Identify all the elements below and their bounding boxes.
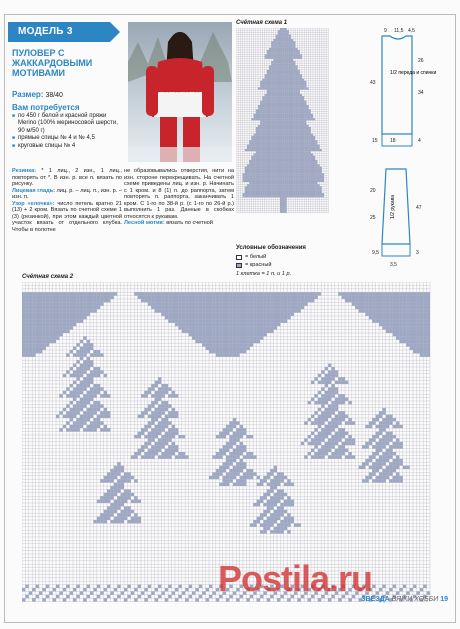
dim-label: 26 (418, 58, 424, 64)
materials-list (12, 113, 120, 150)
instr-para (12, 188, 122, 201)
instructions-col-2 (124, 168, 234, 227)
dim-label: 47 (416, 205, 422, 211)
legend-red (236, 262, 272, 268)
legend-white-label: = белый (245, 254, 267, 260)
instr-term: Узор «елочка»: (12, 200, 55, 207)
dim-label: 11,5 (394, 28, 404, 34)
instr-term: Резинка: (12, 168, 37, 174)
instr-term: Лицевая гладь: (12, 187, 55, 194)
dim-label: 34 (418, 90, 424, 96)
material-item: ■ прямые спицы № 4 и № 4,5 (12, 135, 120, 142)
instructions-col-1 (12, 168, 122, 233)
instr-term: Лесной мотив: (124, 220, 165, 226)
knitting-chart-1 (236, 28, 332, 218)
instr-para (12, 168, 122, 188)
instr-text: * 1 лиц., 2 изн., 1 лиц., повторять от *. В изн. р. все п. вязать по рисунку. (12, 168, 122, 187)
model-photo (128, 22, 232, 162)
chart2-label: Счётная схема 2 (22, 274, 74, 280)
footer-sub: ВЯЖИ ХОББИ (391, 596, 439, 603)
page-number: 19 (440, 596, 448, 603)
material-item: ■ круговые спицы № 4 (12, 143, 120, 150)
material-item: ■ по 450 г белой и красной пряжи Merino (100% мериносовой шерсти, 90 м/50 г) (12, 113, 120, 135)
instr-text: не образовывались отверстия, нити на изн. стороне перекрещивать. На счетной схеме приведены лиц. и изн. р. Начинать с 1 кром. и 8 (1) п. до раппорта, затем повторять п. раппорта, заканчивать 1 кром. С 1-го по 38-й р. (с 1-го по 26-й р.) выполнить 1 раз. Данные в скобках относятся к рукавам. (124, 168, 234, 220)
materials-heading: Вам потребуется (12, 103, 80, 112)
dim-label: 9 (384, 28, 387, 34)
size-line (12, 90, 63, 99)
size-value: 38/40 (45, 92, 63, 99)
model-badge: МОДЕЛЬ 3 (8, 22, 110, 42)
legend-heading: Условные обозначения (236, 245, 306, 251)
dim-label: 43 (370, 80, 376, 86)
footer-brand: ЗВЕЗДА (361, 596, 390, 603)
dim-label: 4 (418, 138, 421, 144)
instr-text: лиц. р. – лиц. п., изн. р. – изн. п. (12, 187, 122, 200)
schematic-front-label: 1/2 переда и спинки (390, 70, 437, 76)
instr-para (124, 168, 234, 220)
dim-label: 25 (370, 215, 376, 221)
instr-text: число петель кратно 21 (13) + 2 кром. Вязать по счетной схеме 1 (3) (резинкой), при этом каждый цветной участок вязать от отдельного клубка. Чтобы в полотне (12, 200, 123, 233)
legend-white (236, 254, 266, 260)
dim-label: 15 (372, 138, 378, 144)
dim-label: 20 (370, 188, 376, 194)
dim-label: 9,5 (372, 250, 379, 256)
chart1-label: Счётная схема 1 (236, 20, 288, 26)
legend-note: 1 клетка = 1 п. и 1 р. (236, 271, 292, 277)
instr-para (124, 220, 234, 227)
size-label: Размер: (12, 90, 44, 99)
instr-text: вязать по счетной (164, 220, 213, 226)
model-photo-illustration (128, 22, 232, 162)
schematic-sleeve-label: 1/2 рукава (390, 194, 396, 219)
knitting-chart-2 (22, 282, 434, 604)
dim-label: 3,5 (390, 262, 397, 268)
swatch-white (236, 255, 242, 260)
watermark: Postila.ru (218, 558, 373, 599)
dim-label: 4,5 (408, 28, 415, 34)
garment-schematic (360, 24, 450, 274)
legend-red-label: = красный (245, 262, 272, 268)
dim-label: 3 (416, 250, 419, 256)
page-footer (361, 596, 448, 603)
swatch-red (236, 263, 242, 268)
instr-para (12, 201, 122, 234)
dim-label: 18 (390, 138, 396, 144)
pattern-title: ПУЛОВЕР С ЖАККАРДОВЫМИ МОТИВАМИ (12, 48, 93, 78)
